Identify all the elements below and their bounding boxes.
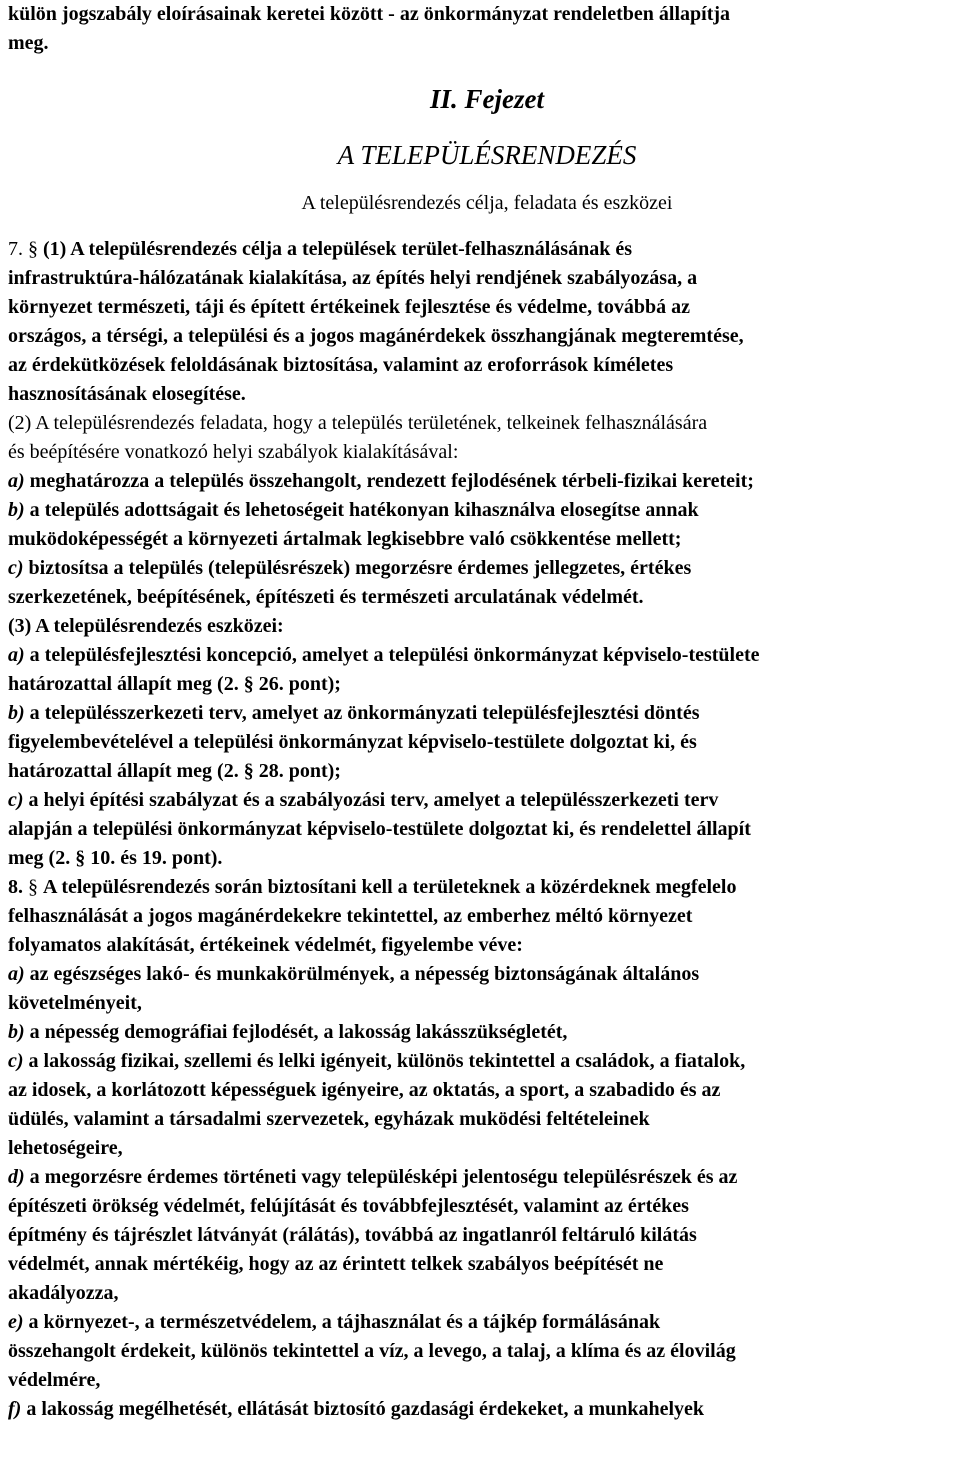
item-letter: b) <box>8 702 25 724</box>
item-letter: c) <box>8 1050 24 1072</box>
s7-line: környezet természeti, táji és épített értékeinek fejlesztése és védelme, továbbá az <box>8 296 690 318</box>
s8-text-1: A településrendezés során biztosítani kell a területeknek a közérdeknek megfelelo <box>43 876 737 898</box>
s7-p3-head: (3) A településrendezés eszközei: <box>8 615 284 637</box>
s7-text-1: (1) A településrendezés célja a települések terület-felhasználásának és <box>43 238 632 260</box>
item-text: a település adottságait és lehetoségeit hatékonyan kihasználva elosegítse annak <box>24 499 699 521</box>
s7-p3-item-a <box>8 641 952 670</box>
item-text: üdülés, valamint a társadalmi szervezetek, egyházak muködési feltételeinek <box>8 1108 650 1130</box>
item-letter: f) <box>8 1398 22 1420</box>
item-text: építmény és tájrészlet látványát (rálátás), továbbá az ingatlanról feltáruló kilátás <box>8 1224 697 1246</box>
paragraph-sign: § <box>23 876 43 898</box>
item-text: muködoképességét a környezeti ártalmak legkisebbre való csökkentése mellett; <box>8 528 682 550</box>
item-text: védelmére, <box>8 1369 101 1391</box>
s7-line: országos, a térségi, a települési és a jogos magánérdekek összhangjának megteremtése, <box>8 325 744 347</box>
s8-number: 8. <box>8 876 23 898</box>
s8-item-d <box>8 1163 952 1192</box>
item-text: határozattal állapít meg (2. § 26. pont); <box>8 673 341 695</box>
item-text: a lakosság fizikai, szellemi és lelki igényeit, különös tekintettel a családok, a fiatalok, <box>23 1050 746 1072</box>
s8-line: folyamatos alakítását, értékeinek védelmét, figyelembe véve: <box>8 934 523 956</box>
item-text: a helyi építési szabályzat és a szabályozási terv, amelyet a településszerkezeti terv <box>23 789 719 811</box>
s7-line: az érdekütközések feloldásának biztosítása, valamint az eroforrások kíméletes <box>8 354 674 376</box>
item-text: a lakosság megélhetését, ellátását biztosító gazdasági érdekeket, a munkahelyek <box>21 1398 705 1420</box>
s8-line: felhasználását a jogos magánérdekekre tekintettel, az emberhez méltó környezet <box>8 905 693 927</box>
s7-line: (2) A településrendezés feladata, hogy a település területének, telkeinek felhasználására <box>8 412 708 434</box>
item-text: a népesség demográfiai fejlodését, a lakosság lakásszükségletét, <box>24 1021 568 1043</box>
intro-paragraph <box>8 0 952 58</box>
item-text: a megorzésre érdemes történeti vagy településképi jelentoségu településrészek és az <box>24 1166 738 1188</box>
s7-p2-item-c <box>8 554 952 583</box>
item-text: alapján a települési önkormányzat képviselo-testülete dolgoztat ki, és rendelettel állapít <box>8 818 751 840</box>
section-8 <box>8 873 952 1424</box>
s8-item-f <box>8 1395 952 1424</box>
item-letter: a) <box>8 963 25 985</box>
item-letter: b) <box>8 1021 25 1043</box>
intro-line-2: meg. <box>8 32 49 54</box>
item-text: védelmét, annak mértékéig, hogy az az érintett telkek szabályos beépítését ne <box>8 1253 664 1275</box>
item-text: lehetoségeire, <box>8 1137 123 1159</box>
s8-line-1 <box>8 873 952 902</box>
chapter-title: A TELEPÜLÉSRENDEZÉS <box>337 140 637 170</box>
s8-item-e <box>8 1308 952 1337</box>
s7-line: hasznosításának elosegítése. <box>8 383 246 405</box>
item-text: a településfejlesztési koncepció, amelyet a települési önkormányzat képviselo-testülete <box>24 644 760 666</box>
item-text: az idosek, a korlátozott képességuek igényeire, az oktatás, a sport, a szabadido és az <box>8 1079 721 1101</box>
item-text: akadályozza, <box>8 1282 119 1304</box>
s7-p2-item-b <box>8 496 952 525</box>
item-text: követelményeit, <box>8 992 142 1014</box>
item-text: meg (2. § 10. és 19. pont). <box>8 847 223 869</box>
item-text: figyelembevételével a települési önkormányzat képviselo-testülete dolgoztat ki, és <box>8 731 697 753</box>
s7-line: és beépítésére vonatkozó helyi szabályok kialakításával: <box>8 441 459 463</box>
s7-line-1 <box>8 235 952 264</box>
s7-line: infrastruktúra-hálózatának kialakítása, az építés helyi rendjének szabályozása, a <box>8 267 698 289</box>
s7-p3-item-b <box>8 699 952 728</box>
item-letter: d) <box>8 1166 25 1188</box>
item-letter: c) <box>8 789 24 811</box>
item-letter: a) <box>8 644 25 666</box>
s8-item-c <box>8 1047 952 1076</box>
intro-line-1: külön jogszabály eloírásainak keretei között - az önkormányzat rendeletben állapítja <box>8 3 731 25</box>
s8-item-b <box>8 1018 952 1047</box>
item-text: összehangolt érdekeit, különös tekintettel a víz, a levego, a talaj, a klíma és az élovilág <box>8 1340 736 1362</box>
item-text: az egészséges lakó- és munkakörülmények, a népesség biztonságának általános <box>24 963 700 985</box>
s8-item-a <box>8 960 952 989</box>
item-text: a környezet-, a természetvédelem, a tájhasználat és a tájkép formálásának <box>23 1311 661 1333</box>
item-text: szerkezetének, beépítésének, építészeti és természeti arculatának védelmét. <box>8 586 644 608</box>
item-letter: a) <box>8 470 25 492</box>
chapter-number: II. Fejezet <box>430 84 544 114</box>
item-letter: e) <box>8 1311 24 1333</box>
item-text: határozattal állapít meg (2. § 28. pont); <box>8 760 341 782</box>
item-letter: b) <box>8 499 25 521</box>
item-text: a településszerkezeti terv, amelyet az önkormányzati településfejlesztési döntés <box>24 702 700 724</box>
s7-p2-item-a <box>8 467 952 496</box>
paragraph-sign: § <box>23 238 43 260</box>
s7-p3-item-c <box>8 786 952 815</box>
s7-number: 7. <box>8 238 23 260</box>
item-text: meghatározza a település összehangolt, rendezett fejlodésének térbeli-fizikai kereteit; <box>24 470 754 492</box>
item-text: építészeti örökség védelmét, felújítását és továbbfejlesztését, valamint az értékes <box>8 1195 689 1217</box>
section-7 <box>8 235 952 873</box>
item-letter: c) <box>8 557 24 579</box>
item-text: biztosítsa a település (településrészek) megorzésre érdemes jellegzetes, értékes <box>23 557 692 579</box>
section-title: A településrendezés célja, feladata és eszközei <box>301 192 673 214</box>
